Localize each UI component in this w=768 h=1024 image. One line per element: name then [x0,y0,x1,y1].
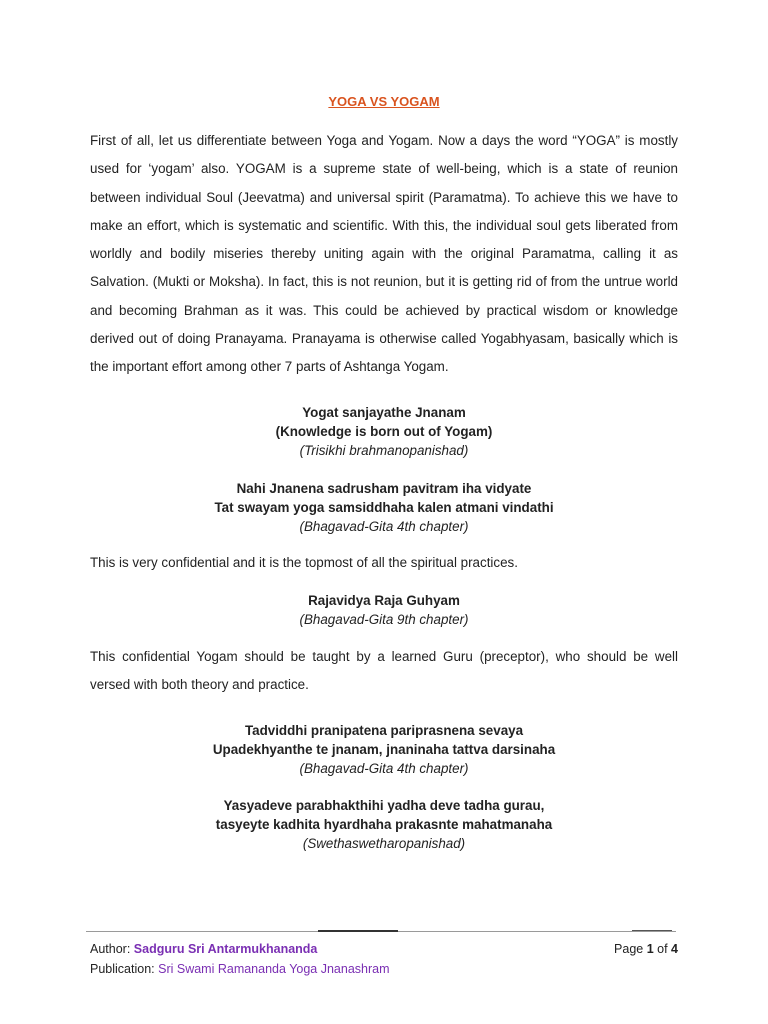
verse-line: Yasyadeve parabhakthihi yadha deve tadha gurau, [223,798,545,813]
page-total: 4 [671,942,678,956]
verse-line: tasyeyte kadhita hyardhaha prakasnte mahatmanaha [215,817,553,832]
body-paragraph: First of all, let us differentiate between Yoga and Yogam. Now a days the word “YOGA” is mostly used for ‘yogam’ also. YOGAM is a supreme state of well-being, which is a state of reunion between individual Soul (Jeevatma) and universal spirit (Paramatma). To achieve this we have to make an effort, which is systematic and scientific. With this, the individual soul gets liberated from worldly and bodily miseries thereby uniting again with the original Paramatma, calling it as Salvation. (Mukti or Moksha). In fact, this is not reunion, but it is getting rid of from the untrue world and becoming Brahman as it was. This could be achieved by practical wisdom or knowledge derived out of doing Pranayama. Pranayama is otherwise called Yogabhyasam, basically which is the important effort among other 7 parts of Ashtanga Yogam. [90,133,678,375]
verse-line: Upadekhyanthe te jnanam, jnaninaha tattva darsinaha [212,742,556,757]
verse-source: (Trisikhi brahmanopanishad) [299,443,469,458]
page-current: 1 [646,942,654,956]
publication-line [90,960,390,980]
footer-divider-accent [318,930,398,932]
page-of: of [653,942,672,956]
verse-block [0,591,768,629]
page-number [614,940,678,960]
author-label: Author: [90,942,134,956]
body-paragraph: This is very confidential and it is the topmost of all the spiritual practices. [90,555,518,570]
verse-line: Nahi Jnanena sadrusham pavitram iha vidyate [236,481,532,496]
footer-credits [90,940,390,979]
verse-block [0,721,768,778]
verse-source: (Bhagavad-Gita 9th chapter) [299,612,469,627]
verse-block [0,796,768,853]
verse-source: (Bhagavad-Gita 4th chapter) [299,761,469,776]
verse-line: Rajavidya Raja Guhyam [308,593,460,608]
publication-label: Publication: [90,961,159,976]
verse-line: Tat swayam yoga samsiddhaha kalen atmani vindathi [214,500,554,515]
verse-block [0,403,768,460]
publication-name: Sri Swami Ramananda Yoga Jnanashram [158,961,390,976]
verse-source: (Bhagavad-Gita 4th chapter) [299,519,469,534]
page-label: Page [614,942,647,956]
body-paragraph: This confidential Yogam should be taught by a learned Guru (preceptor), who should be well versed with both theory and practice. [90,649,678,693]
author-line [90,940,390,960]
footer-divider-accent [632,930,672,931]
verse-source: (Swethaswetharopanishad) [302,836,466,851]
page-title: YOGA VS YOGAM [328,94,440,109]
verse-block [0,479,768,536]
author-name: Sadguru Sri Antarmukhananda [133,942,318,956]
verse-line: (Knowledge is born out of Yogam) [275,424,493,439]
verse-line: Tadviddhi pranipatena pariprasnena sevaya [244,723,524,738]
verse-line: Yogat sanjayathe Jnanam [302,405,466,420]
